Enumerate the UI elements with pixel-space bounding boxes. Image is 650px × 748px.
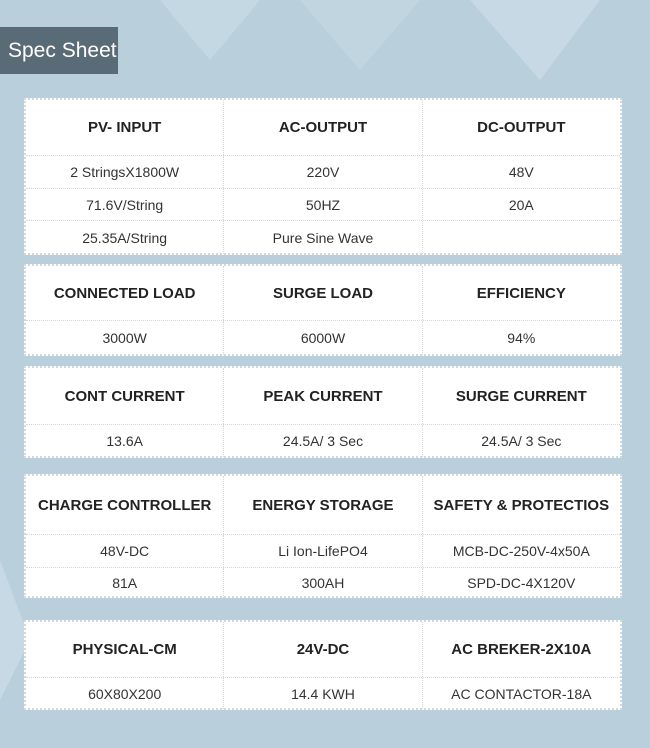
- table-cell: 60X80X200: [26, 678, 224, 709]
- table-cell: 20A: [508, 196, 534, 213]
- header-surge-load: SURGE LOAD: [224, 266, 422, 320]
- spec-panel-physical: [24, 620, 622, 710]
- table-cell: 13.6A: [26, 425, 224, 457]
- table-cell: Pure Sine Wave: [224, 221, 422, 254]
- spec-panel-current: [24, 366, 622, 458]
- table-cell: 14.4 KWH: [224, 678, 422, 709]
- spec-panel-io: [24, 98, 622, 255]
- table-cell: 24.5A/ 3 Sec: [224, 425, 422, 457]
- page-title: Spec Sheet: [0, 27, 118, 74]
- table-cell: 50HZ: [224, 189, 422, 220]
- table-cell: SPD-DC-4X120V: [467, 575, 576, 591]
- table-cell: 6000W: [224, 321, 422, 355]
- header-safety-protections: SAFETY & PROTECTIOS: [433, 496, 610, 514]
- table-cell: 2 StringsX1800W: [26, 156, 224, 188]
- table-cell: 71.6V/String: [26, 189, 224, 220]
- header-physical-cm: PHYSICAL-CM: [26, 622, 224, 677]
- header-ac-breaker: AC BREKER-2X10A: [451, 641, 592, 658]
- header-charge-controller: CHARGE CONTROLLER: [26, 476, 224, 534]
- header-efficiency: EFFICIENCY: [476, 284, 566, 302]
- header-connected-load: CONNECTED LOAD: [26, 266, 224, 320]
- header-energy-storage: ENERGY STORAGE: [224, 476, 422, 534]
- table-cell: 300AH: [224, 568, 422, 598]
- header-surge-current: SURGE CURRENT: [455, 387, 587, 405]
- header-pv-input: PV- INPUT: [26, 100, 224, 155]
- table-cell: Li Ion-LifePO4: [224, 535, 422, 567]
- table-cell: 48V-DC: [26, 535, 224, 567]
- table-cell: 220V: [224, 156, 422, 188]
- table-cell: [423, 221, 620, 254]
- spec-panel-storage: [24, 474, 622, 598]
- table-cell: 81A: [26, 568, 224, 598]
- table-cell: MCB-DC-250V-4x50A: [452, 543, 590, 559]
- header-cont-current: CONT CURRENT: [26, 368, 224, 424]
- table-cell: 94%: [507, 330, 536, 346]
- spec-panel-load: [24, 264, 622, 356]
- table-cell: AC CONTACTOR-18A: [451, 685, 592, 702]
- table-cell: 48V: [508, 164, 534, 180]
- table-cell: 24.5A/ 3 Sec: [481, 433, 562, 449]
- header-peak-current: PEAK CURRENT: [224, 368, 422, 424]
- header-ac-output: AC-OUTPUT: [224, 100, 422, 155]
- table-cell: 3000W: [26, 321, 224, 355]
- header-dc-output: DC-OUTPUT: [477, 119, 566, 136]
- header-24v-dc: 24V-DC: [224, 622, 422, 677]
- table-cell: 25.35A/String: [26, 221, 224, 254]
